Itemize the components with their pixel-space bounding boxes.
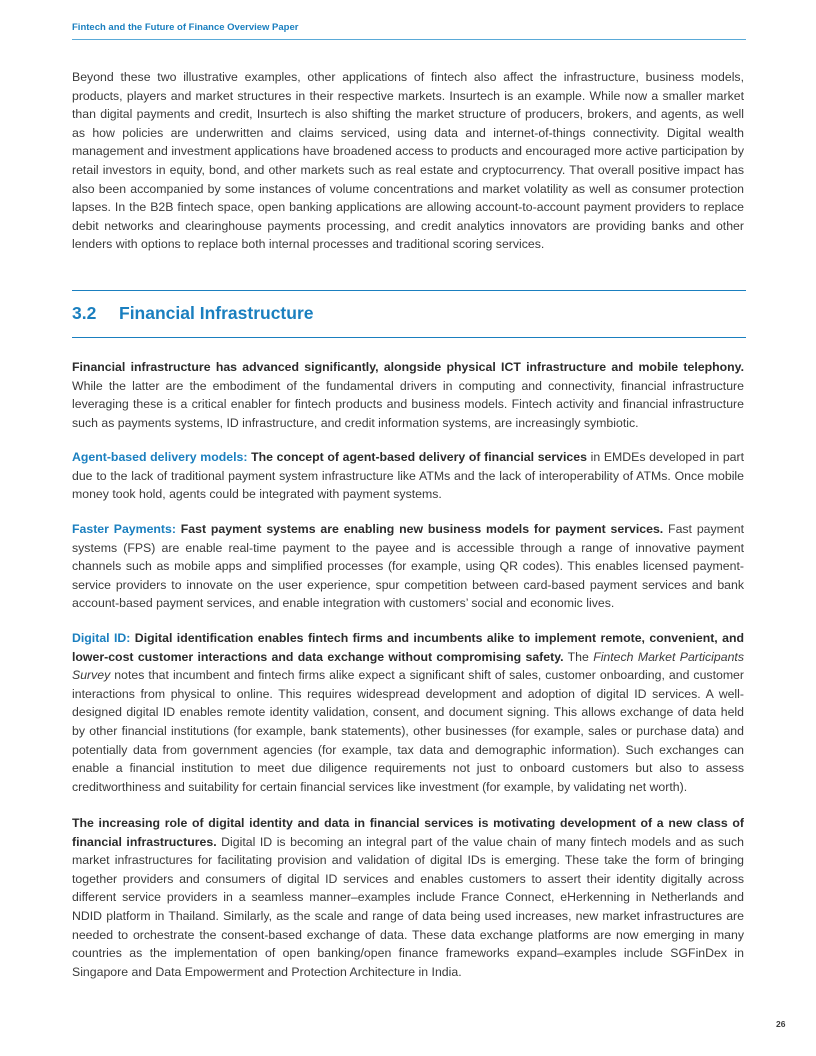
agent-delivery-label: Agent-based delivery models:	[72, 450, 248, 464]
faster-payments-lead-sentence: Fast payment systems are enabling new business models for payment services.	[175, 522, 664, 536]
digital-identity-infrastructure-paragraph	[72, 814, 744, 981]
section-number: 3.2	[72, 303, 97, 323]
agent-delivery-lead-sentence: The concept of agent-based delivery of financial services	[247, 450, 587, 464]
agent-delivery-paragraph	[72, 448, 744, 504]
header-divider	[72, 39, 746, 40]
survey-title: Fintech Market Participants Survey	[72, 649, 744, 683]
digital-identity-lead-sentence: The increasing role of digital identity and data in financial services is motivating development of a new class of financial infrastructures.	[72, 816, 744, 849]
faster-payments-body: Fast payment systems (FPS) are enable real-time payment to the payee and is accessible through a range of innovative payment channels such as mobile apps and simplified processes (for example, using QR codes). This enables licensed payment-service providers to innovate on the user experience, spur competition between card-based payment services and bank account-based payment services, and enable integration with customers’ social and economic lives.	[72, 522, 744, 611]
section-top-divider	[72, 290, 746, 291]
agent-delivery-body: in EMDEs developed in part due to the lack of traditional payment system infrastructure like ATMs and the lack of interoperability of ATMs. Once mobile money took hold, agents could be integrated with payment systems.	[72, 450, 745, 502]
intro-paragraph: Beyond these two illustrative examples, other applications of fintech also affect the infrastructure, business models, products, players and market structures in their respective markets. Insurtech is an example. While now a smaller market than digital payments and credit, Insurtech is also shifting the market structure of producers, brokers, and agents, as well as how policies are underwritten and claims serviced, using data and internet-of-things connectivity. Digital wealth management and investment applications have broadened access to products and encouraged more active participation by retail investors in equity, bond, and other markets such as real estate and cryptocurrency. That overall positive impact has also been accompanied by some instances of volume concentrations and market volatility as well as consumer protection lapses. In the B2B fintech space, open banking applications are allowing account-to-account payment providers to replace debit networks and clearinghouse payments processing, and credit analytics innovators are providing banks and other lenders with options to replace both internal processes and traditional scoring services.	[72, 70, 744, 252]
digital-id-paragraph	[72, 629, 744, 796]
section-bottom-divider	[72, 337, 746, 338]
infrastructure-lead-sentence: Financial infrastructure has advanced significantly, alongside physical ICT infrastructure and mobile telephony.	[72, 360, 744, 374]
digital-id-label: Digital ID:	[72, 631, 131, 645]
section-title: Financial Infrastructure	[119, 303, 314, 323]
digital-id-body: notes that incumbent and fintech firms alike expect a significant shift of sales, customer onboarding, and customer interactions from physical to online. This requires widespread development and adoption of digital ID services. A well-designed digital ID enables remote identity validation, consent, and document signing. This allows exchange of data held by other financial institutions (for example, bank statements), other businesses (for example, sales or purchase data) and potentially data from government agencies (for example, tax data and demographic information). Such exchanges can enable a financial institution to meet due diligence requirements not just to onboard customers but also to assess creditworthiness and suitability for certain financial services like investment (for example, by validating net worth).	[72, 668, 744, 794]
page-number: 26	[776, 1019, 786, 1029]
faster-payments-paragraph	[72, 520, 744, 613]
infrastructure-paragraph	[72, 358, 744, 432]
infrastructure-body: While the latter are the embodiment of the fundamental drivers in computing and connectivity, financial infrastructure leveraging these is a critical enabler for fintech products and business models. Fintech activity and financial infrastructure such as payments systems, ID infrastructure, and credit information systems, are increasingly symbiotic.	[72, 378, 744, 430]
digital-identity-body: Digital ID is becoming an integral part of the value chain of many fintech models and as such market infrastructures for facilitating provision and validation of digital IDs is emerging. These take the form of bringing together providers and consumers of digital ID services and enables customers to assert their identity digitally across different service providers in a seamless manner–examples include France Connect, eHerkenning in Netherlands and NDID platform in Thailand. Similarly, as the scale and range of data being used increases, new market infrastructures are needed to orchestrate the consent-based exchange of data. These data exchange platforms are now emerging in many countries as the implementation of open banking/open finance frameworks expand–examples include SGFinDex in Singapore and Data Empowerment and Protection Architecture in India.	[72, 834, 744, 979]
digital-id-lead-sentence: Digital identification enables fintech firms and incumbents alike to implement remote, convenient, and lower-cost customer interactions and data exchange without compromising safety.	[72, 631, 744, 664]
faster-payments-label: Faster Payments:	[72, 522, 176, 536]
digital-id-pre: The	[563, 649, 594, 664]
running-header: Fintech and the Future of Finance Overview Paper	[72, 22, 299, 33]
section-heading	[72, 303, 314, 324]
